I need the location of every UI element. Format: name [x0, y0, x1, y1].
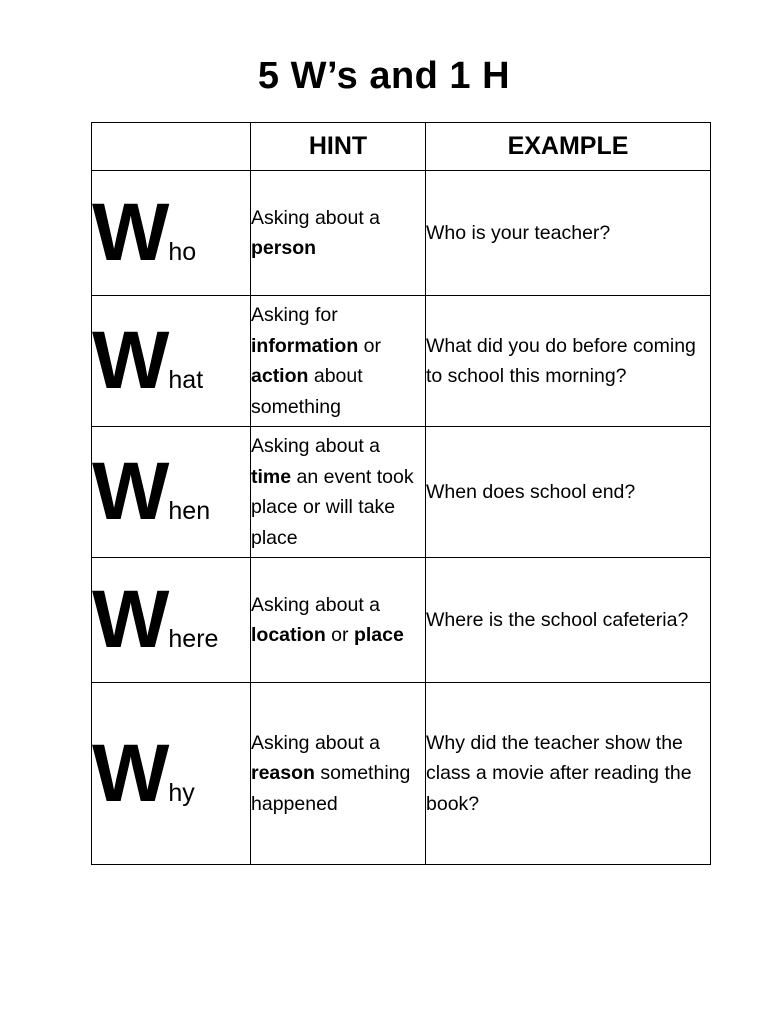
example-cell-who: Who is your teacher? [426, 171, 711, 296]
hint-text: Asking about a [251, 593, 381, 616]
hint-keyword: person [251, 237, 317, 259]
hint-text: or [358, 334, 382, 357]
page-title: 5 W’s and 1 H [257, 55, 511, 97]
word-rest: hen [168, 497, 211, 525]
hint-cell-where [251, 558, 426, 683]
hint-text: or [325, 624, 354, 646]
big-letter: W [92, 727, 167, 819]
five-ws-table [91, 122, 711, 865]
table-row-what [92, 296, 711, 427]
hint-text: about something [251, 365, 363, 418]
big-letter: W [92, 315, 167, 406]
hint-cell-what [251, 296, 426, 427]
word-cell-when [92, 427, 251, 558]
word-cell-why [92, 683, 251, 865]
table-row-when [92, 427, 711, 558]
example-cell-what: What did you do before coming to school this morning? [426, 296, 711, 427]
hint-text: an event took place or will take place [251, 465, 414, 549]
hint-keyword: action [251, 365, 309, 387]
big-letter: W [92, 187, 167, 278]
example-cell-when: When does school end? [426, 427, 711, 558]
word-cell-who [92, 171, 251, 296]
example-cell-where: Where is the school cafeteria? [426, 558, 711, 683]
header-word-column [92, 123, 251, 171]
hint-keyword: time [251, 465, 292, 488]
hint-cell-who [251, 171, 426, 296]
hint-cell-when [251, 427, 426, 558]
header-hint: HINT [251, 123, 426, 171]
header-example: EXAMPLE [426, 123, 711, 171]
hint-keyword: place [353, 624, 404, 646]
hint-text: something happened [251, 762, 411, 815]
hint-keyword: information [251, 334, 359, 357]
big-letter: W [92, 446, 167, 537]
table-row-who [92, 171, 711, 296]
example-cell-why: Why did the teacher show the class a movie after reading the book? [426, 683, 711, 865]
big-letter: W [92, 574, 167, 665]
word-rest: hy [168, 778, 195, 807]
word-rest: hat [168, 366, 204, 394]
hint-text: Asking for [251, 304, 338, 326]
hint-text: Asking about a [251, 731, 381, 754]
hint-text: Asking about a [251, 206, 381, 229]
word-cell-what [92, 296, 251, 427]
word-rest: here [168, 625, 219, 653]
table-row-where [92, 558, 711, 683]
hint-cell-why [251, 683, 426, 865]
word-cell-where [92, 558, 251, 683]
table-row-why [92, 683, 711, 865]
word-rest: ho [168, 238, 197, 266]
hint-text: Asking about a [251, 435, 381, 457]
hint-keyword: reason [251, 762, 315, 785]
table-header-row [92, 123, 711, 171]
hint-keyword: location [251, 624, 326, 646]
